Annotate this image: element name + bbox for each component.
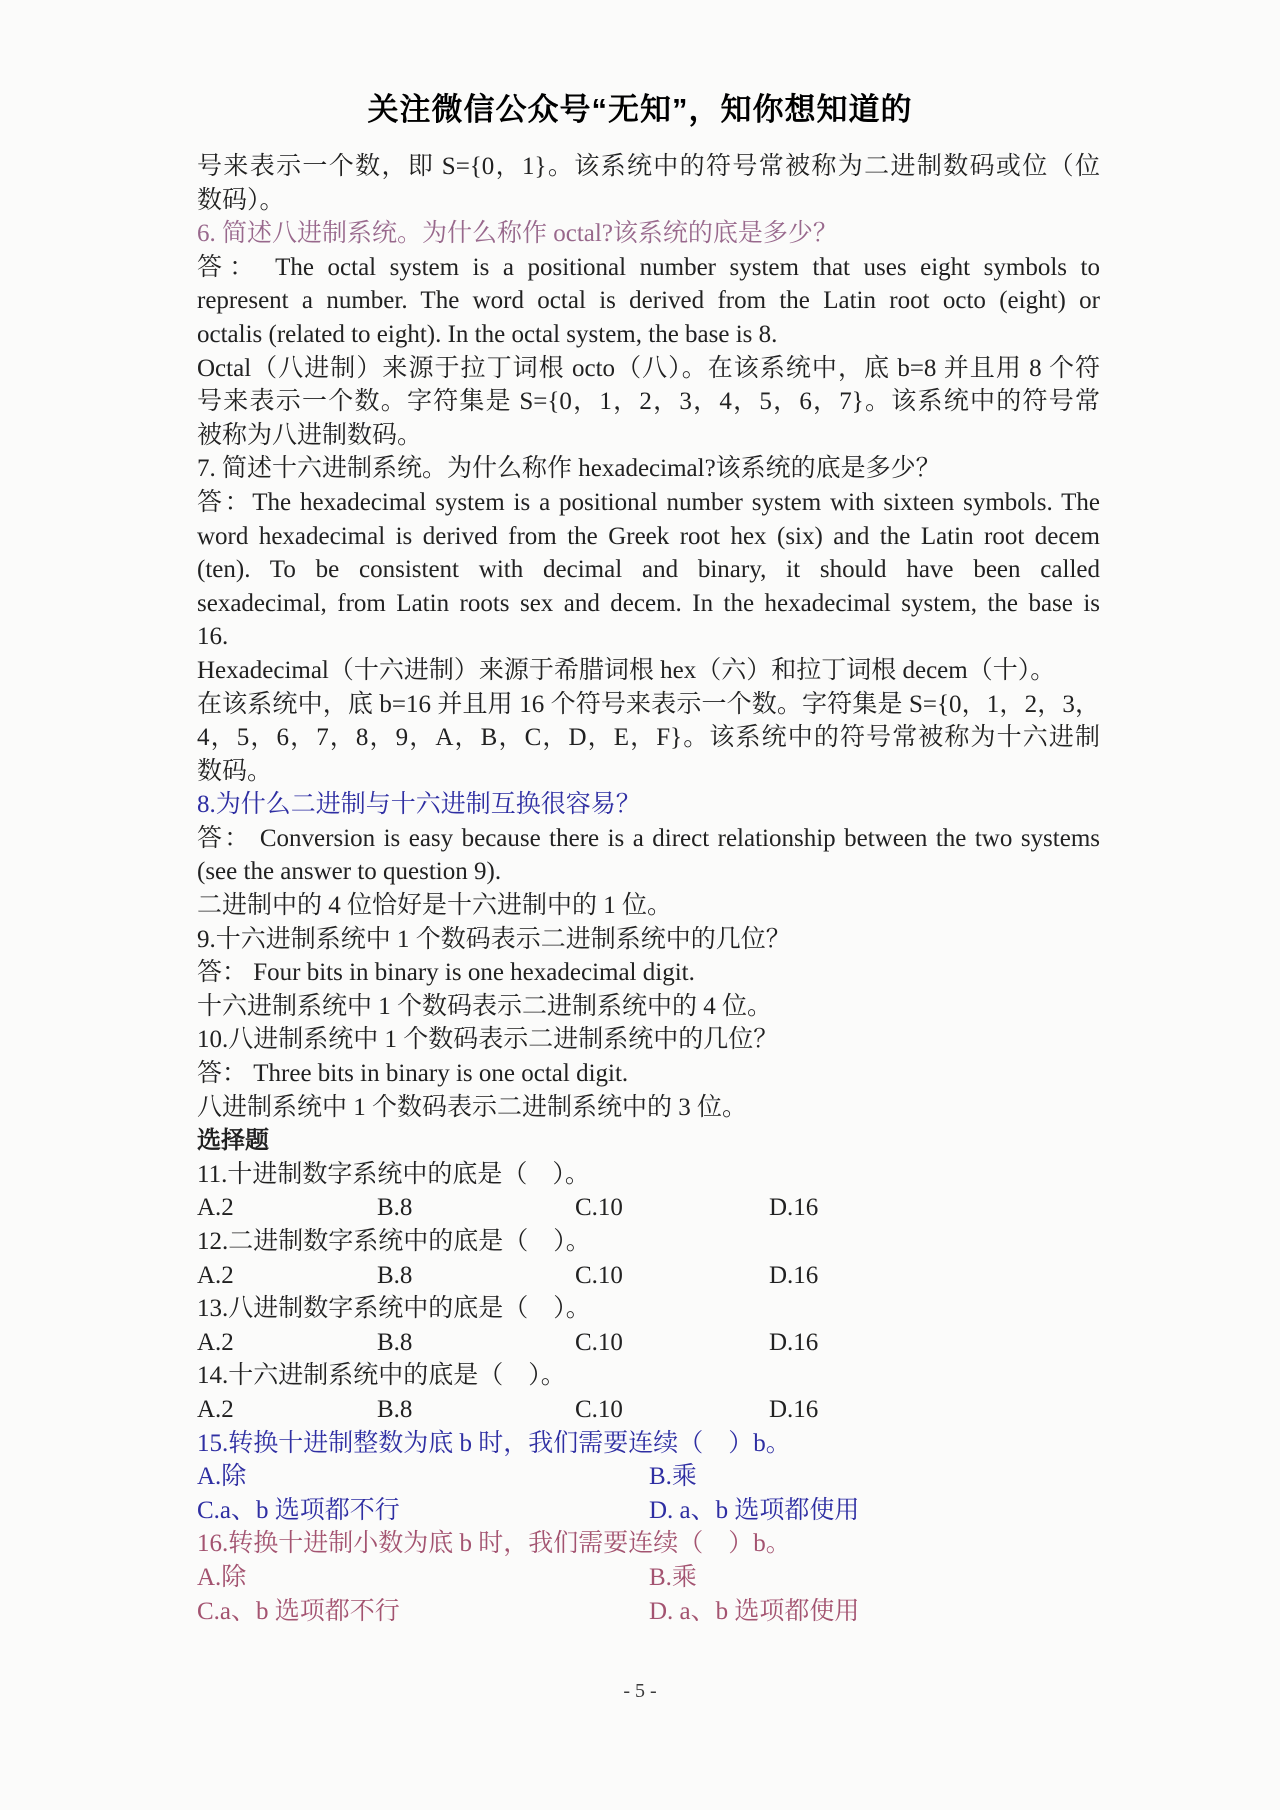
answer-6-chinese: 被称为八进制数码。 <box>197 421 423 449</box>
choice-option: D.16 <box>769 1328 819 1356</box>
choice-option: C.10 <box>575 1261 623 1289</box>
binary-answer-continuation: 号来表示一个数，即 S={0，1}。该系统中的符号常被称为二进制数码或位（位 <box>197 153 1100 180</box>
choice-option: B.8 <box>377 1328 413 1356</box>
binary-answer-continuation: 数码）。 <box>197 186 285 214</box>
answer-7-english: (ten). To be consistent with decimal and binary, it should have been called <box>197 556 1100 584</box>
choice-option: A.除 <box>197 1463 247 1491</box>
choice-option: D. a、b 选项都使用 <box>649 1597 860 1625</box>
question-16: 16.转换十进制小数为底 b 时，我们需要连续（ ）b。 <box>197 1530 791 1558</box>
answer-7-english: sexadecimal, from Latin roots sex and decem. In the hexadecimal system, the base is <box>197 589 1100 617</box>
choices-13 <box>197 1326 1100 1360</box>
answer-7-chinese: 在该系统中，底 b=16 并且用 16 个符号来表示一个数。字符集是 S={0，1，2，3， <box>197 690 1100 718</box>
page-number: - 5 - <box>623 1680 657 1702</box>
choices-11 <box>197 1191 1100 1225</box>
choice-option: C.a、b 选项都不行 <box>197 1496 400 1524</box>
answer-7-english: 答：The hexadecimal system is a positional number system with sixteen symbols. The <box>197 488 1100 516</box>
answer-10-chinese: 八进制系统中 1 个数码表示二进制系统中的 3 位。 <box>197 1093 748 1121</box>
answer-6-chinese: Octal（八进制）来源于拉丁词根 octo（八）。在该系统中，底 b=8 并且用 8 个符 <box>197 354 1100 382</box>
choice-option: D.16 <box>769 1194 819 1222</box>
choice-option: D.16 <box>769 1395 819 1423</box>
choices-14 <box>197 1393 1100 1427</box>
choice-option: D.16 <box>769 1261 819 1289</box>
choice-option: A.除 <box>197 1563 247 1591</box>
question-11: 11.十进制数字系统中的底是（ ）。 <box>197 1160 590 1188</box>
answer-10-english: 答： Three bits in binary is one octal digit. <box>197 1060 629 1088</box>
choices-15-ab <box>197 1460 1100 1494</box>
answer-6-english: represent a number. The word octal is derived from the Latin root octo (eight) or <box>197 287 1100 315</box>
answer-8-english: 答： Conversion is easy because there is a direct relationship between the two systems <box>197 824 1100 852</box>
choice-option: C.10 <box>575 1194 623 1222</box>
answer-7-english: word hexadecimal is derived from the Greek root hex (six) and the Latin root decem <box>197 522 1100 550</box>
choice-option: C.10 <box>575 1395 623 1423</box>
section-header-multiple-choice: 选择题 <box>197 1127 269 1155</box>
answer-7-chinese: 数码。 <box>197 757 273 785</box>
choice-option: B.8 <box>377 1395 413 1423</box>
answer-9-chinese: 十六进制系统中 1 个数码表示二进制系统中的 4 位。 <box>197 992 773 1020</box>
choice-option: A.2 <box>197 1328 234 1356</box>
choice-option: C.10 <box>575 1328 623 1356</box>
question-13: 13.八进制数字系统中的底是（ ）。 <box>197 1295 591 1323</box>
question-9: 9.十六进制系统中 1 个数码表示二进制系统中的几位？ <box>197 925 791 953</box>
answer-8-chinese: 二进制中的 4 位恰好是十六进制中的 1 位。 <box>197 892 673 920</box>
answer-6-chinese: 号来表示一个数。字符集是 S={0，1，2，3，4，5，6，7}。该系统中的符号常 <box>197 388 1100 416</box>
choice-option: A.2 <box>197 1395 234 1423</box>
page-title: 关注微信公众号“无知”，知你想知道的 <box>367 92 913 127</box>
choice-option: B.8 <box>377 1261 413 1289</box>
answer-7-english: 16. <box>197 623 229 651</box>
choice-option: D. a、b 选项都使用 <box>649 1496 860 1524</box>
question-14: 14.十六进制系统中的底是（ ）。 <box>197 1362 566 1390</box>
choices-16-ab <box>197 1561 1100 1595</box>
choices-12 <box>197 1259 1100 1293</box>
choice-option: B.乘 <box>649 1463 697 1491</box>
choices-16-cd <box>197 1595 1100 1629</box>
question-8: 8.为什么二进制与十六进制互换很容易？ <box>197 791 641 819</box>
answer-6-english: 答： The octal system is a positional number system that uses eight symbols to <box>197 253 1100 281</box>
answer-7-chinese: Hexadecimal（十六进制）来源于希腊词根 hex（六）和拉丁词根 decem（十）。 <box>197 656 1056 684</box>
question-12: 12.二进制数字系统中的底是（ ）。 <box>197 1228 591 1255</box>
question-6: 6. 简述八进制系统。为什么称作 octal?该系统的底是多少？ <box>197 220 838 248</box>
question-15: 15.转换十进制整数为底 b 时，我们需要连续（ ）b。 <box>197 1429 791 1457</box>
document-body <box>197 150 1100 1628</box>
choice-option: B.8 <box>377 1194 413 1222</box>
answer-7-chinese: 4，5，6，7，8，9，A，B，C，D，E，F}。该系统中的符号常被称为十六进制 <box>197 724 1100 752</box>
choices-15-cd <box>197 1494 1100 1528</box>
choice-option: C.a、b 选项都不行 <box>197 1597 400 1625</box>
question-10: 10.八进制系统中 1 个数码表示二进制系统中的几位？ <box>197 1026 779 1054</box>
answer-8-english: (see the answer to question 9). <box>197 858 502 886</box>
choice-option: A.2 <box>197 1261 234 1289</box>
answer-9-english: 答： Four bits in binary is one hexadecimal digit. <box>197 959 695 987</box>
answer-6-english: octalis (related to eight). In the octal system, the base is 8. <box>197 320 778 348</box>
choice-option: A.2 <box>197 1194 234 1222</box>
question-7: 7. 简述十六进制系统。为什么称作 hexadecimal?该系统的底是多少？ <box>197 455 941 483</box>
choice-option: B.乘 <box>649 1563 697 1591</box>
